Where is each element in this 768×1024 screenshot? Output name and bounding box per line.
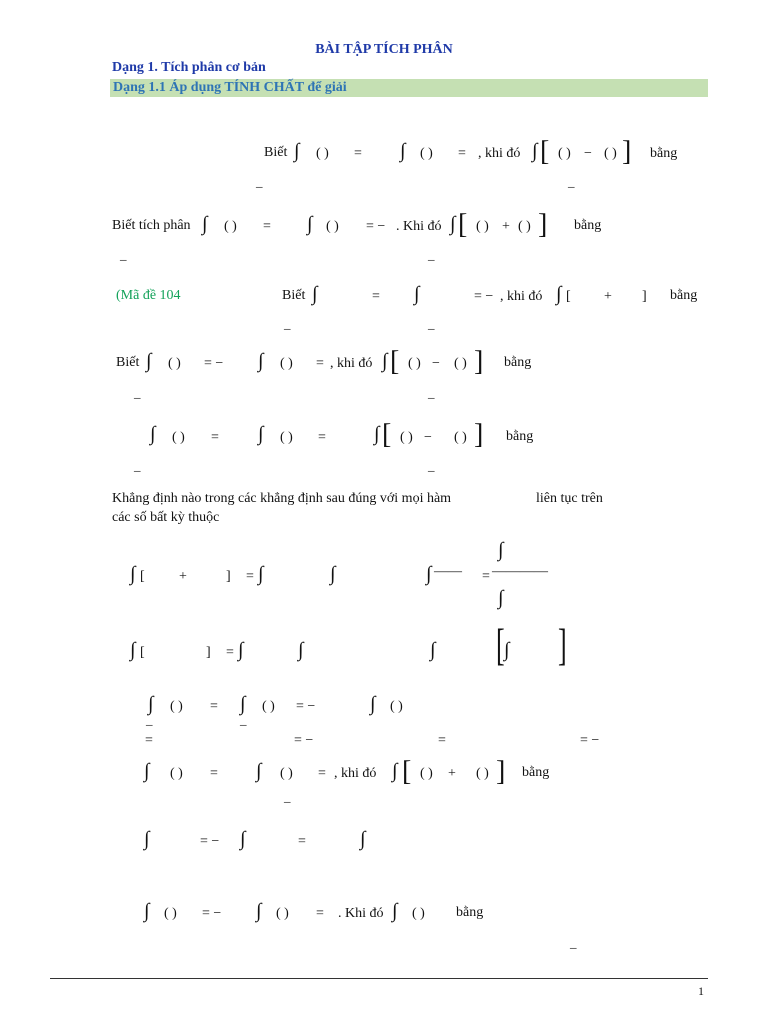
p2-biet-tich-phan: Biết tích phân bbox=[112, 218, 191, 233]
p2-khi-do: . Khi đó bbox=[396, 219, 442, 234]
p2-plus: + bbox=[502, 219, 510, 234]
limit-dash: _ bbox=[120, 247, 127, 262]
limit-dash: _ bbox=[256, 174, 263, 189]
p5-paren-1: ( ) bbox=[172, 430, 185, 445]
limit-dash: _ bbox=[428, 458, 435, 473]
p7-paren-1: ( ) bbox=[170, 699, 183, 714]
integral-symbol: ∫ bbox=[382, 350, 388, 372]
p1-paren-2: ( ) bbox=[420, 146, 433, 161]
optC-lb: [ bbox=[140, 645, 145, 660]
limit-dash: _ bbox=[134, 458, 141, 473]
integral-symbol: ∫ bbox=[238, 639, 244, 661]
integral-symbol: ∫ bbox=[294, 140, 300, 162]
document-title: BÀI TẬP TÍCH PHÂN bbox=[315, 42, 453, 57]
p8-khi-do: , khi đó bbox=[334, 766, 377, 781]
optA-eq: = bbox=[246, 569, 254, 584]
p5-paren-2: ( ) bbox=[280, 430, 293, 445]
integral-symbol: ∫ bbox=[370, 693, 376, 715]
integral-symbol: ∫ bbox=[307, 213, 313, 235]
p9-eq: = bbox=[298, 834, 306, 849]
p8-paren-3: ( ) bbox=[420, 766, 433, 781]
optB-frac-bar-long: ———— bbox=[492, 564, 548, 579]
right-bracket: ] bbox=[474, 346, 484, 377]
right-bracket: ] bbox=[496, 756, 506, 787]
optB-frac-bar-short: —— bbox=[434, 564, 462, 579]
p1-khi-do: , khi đó bbox=[478, 146, 521, 161]
p8-eq-1: = bbox=[210, 766, 218, 781]
left-bracket: [ bbox=[458, 209, 468, 240]
integral-symbol: ∫ bbox=[392, 900, 398, 922]
p3-biet: Biết bbox=[282, 288, 306, 303]
limit-dash: _ bbox=[428, 316, 435, 331]
limit-dash: _ bbox=[428, 247, 435, 262]
limit-dash: _ bbox=[284, 316, 291, 331]
integral-symbol: ∫ bbox=[256, 900, 262, 922]
p10-paren-3: ( ) bbox=[412, 906, 425, 921]
p4-eqminus: = − bbox=[204, 356, 224, 371]
optA-lb: [ bbox=[140, 569, 145, 584]
p3-plus: + bbox=[604, 289, 612, 304]
integral-symbol: ∫ bbox=[240, 828, 246, 850]
footer-divider bbox=[50, 978, 708, 979]
p10-paren-2: ( ) bbox=[276, 906, 289, 921]
p8-paren-1: ( ) bbox=[170, 766, 183, 781]
integral-symbol: ∫ bbox=[130, 639, 136, 661]
p3-eqminus: = − bbox=[474, 289, 494, 304]
limit-dash: _ bbox=[134, 385, 141, 400]
right-bracket: ] bbox=[474, 419, 484, 450]
p5-minus: − bbox=[424, 430, 432, 445]
p4-minus: − bbox=[432, 356, 440, 371]
integral-symbol: ∫ bbox=[504, 639, 510, 661]
optA-rb: ] bbox=[226, 569, 231, 584]
p6-khang-dinh-line1: Khẳng định nào trong các khẳng định sau đúng với mọi hàm bbox=[112, 491, 452, 506]
subsection-heading: Dạng 1.1 Áp dụng TÍNH CHẤT để giải bbox=[113, 80, 347, 95]
integral-symbol: ∫ bbox=[312, 283, 318, 305]
integral-symbol: ∫ bbox=[130, 563, 136, 585]
p2-paren-3: ( ) bbox=[476, 219, 489, 234]
p1-minus: − bbox=[584, 146, 592, 161]
p5-paren-4: ( ) bbox=[454, 430, 467, 445]
integral-symbol: ∫ bbox=[258, 563, 264, 585]
p10-eq: = bbox=[316, 906, 324, 921]
p7-choice-a: = bbox=[145, 733, 153, 748]
p10-khi-do: . Khi đó bbox=[338, 906, 384, 921]
p4-bang: bằng bbox=[504, 355, 532, 370]
page-number: 1 bbox=[698, 984, 704, 998]
integral-symbol: ∫ bbox=[498, 539, 504, 561]
p1-eq-1: = bbox=[354, 146, 362, 161]
p4-khi-do: , khi đó bbox=[330, 356, 373, 371]
p5-paren-3: ( ) bbox=[400, 430, 413, 445]
p5-eq-2: = bbox=[318, 430, 326, 445]
p3-eq: = bbox=[372, 289, 380, 304]
section-heading: Dạng 1. Tích phân cơ bản bbox=[112, 60, 266, 75]
integral-symbol: ∫ bbox=[400, 140, 406, 162]
integral-symbol: ∫ bbox=[256, 760, 262, 782]
p7-choice-c: = bbox=[438, 733, 446, 748]
big-right-bracket: ] bbox=[558, 620, 567, 670]
p8-paren-2: ( ) bbox=[280, 766, 293, 781]
p7-choice-b: = − bbox=[294, 733, 314, 748]
integral-symbol: ∫ bbox=[532, 140, 538, 162]
optB-eq: = bbox=[482, 569, 490, 584]
p10-bang: bằng bbox=[456, 905, 484, 920]
limit-dash: _ bbox=[428, 385, 435, 400]
left-bracket: [ bbox=[382, 419, 392, 450]
p2-paren-2: ( ) bbox=[326, 219, 339, 234]
p4-biet: Biết bbox=[116, 355, 140, 370]
limit-dash: _ bbox=[568, 174, 575, 189]
p7-choice-d: = − bbox=[580, 733, 600, 748]
integral-symbol: ∫ bbox=[258, 350, 264, 372]
p3-lb: [ bbox=[566, 289, 571, 304]
p1-paren-4: ( ) bbox=[604, 146, 617, 161]
p10-eqminus: = − bbox=[202, 906, 222, 921]
p4-paren-4: ( ) bbox=[454, 356, 467, 371]
p1-biet: Biết bbox=[264, 145, 288, 160]
p2-paren-1: ( ) bbox=[224, 219, 237, 234]
p2-eqminus: = − bbox=[366, 219, 386, 234]
optC-eq: = bbox=[226, 645, 234, 660]
integral-symbol: ∫ bbox=[144, 900, 150, 922]
p3-rb: ] bbox=[642, 289, 647, 304]
p2-bang: bằng bbox=[574, 218, 602, 233]
p8-bang: bằng bbox=[522, 765, 550, 780]
p8-plus: + bbox=[448, 766, 456, 781]
big-left-bracket: [ bbox=[496, 620, 505, 670]
left-bracket: [ bbox=[402, 756, 412, 787]
optC-rb: ] bbox=[206, 645, 211, 660]
p3-khi-do: , khi đó bbox=[500, 289, 543, 304]
p4-paren-1: ( ) bbox=[168, 356, 181, 371]
integral-symbol: ∫ bbox=[202, 213, 208, 235]
p6-lien-tuc: liên tục trên bbox=[536, 491, 603, 506]
p5-bang: bằng bbox=[506, 429, 534, 444]
integral-symbol: ∫ bbox=[430, 639, 436, 661]
integral-symbol: ∫ bbox=[144, 760, 150, 782]
integral-symbol: ∫ bbox=[450, 213, 456, 235]
integral-symbol: ∫ bbox=[426, 563, 432, 585]
p1-eq-2: = bbox=[458, 146, 466, 161]
left-bracket: [ bbox=[540, 136, 550, 167]
p8-paren-4: ( ) bbox=[476, 766, 489, 781]
integral-symbol: ∫ bbox=[240, 693, 246, 715]
integral-symbol: ∫ bbox=[298, 639, 304, 661]
p2-eq-1: = bbox=[263, 219, 271, 234]
limit-dash: _ bbox=[570, 935, 577, 950]
p7-eqminus: = − bbox=[296, 699, 316, 714]
integral-symbol: ∫ bbox=[360, 828, 366, 850]
integral-symbol: ∫ bbox=[414, 283, 420, 305]
optA-plus: + bbox=[179, 569, 187, 584]
p4-eq: = bbox=[316, 356, 324, 371]
integral-symbol: ∫ bbox=[144, 828, 150, 850]
integral-symbol: ∫ bbox=[146, 350, 152, 372]
integral-symbol: ∫ bbox=[258, 423, 264, 445]
p3-ma-de: (Mã đề 104 bbox=[116, 288, 181, 303]
limit-dash: _ bbox=[240, 712, 247, 727]
integral-symbol: ∫ bbox=[392, 760, 398, 782]
p10-paren-1: ( ) bbox=[164, 906, 177, 921]
p1-paren-1: ( ) bbox=[316, 146, 329, 161]
integral-symbol: ∫ bbox=[374, 423, 380, 445]
integral-symbol: ∫ bbox=[330, 563, 336, 585]
p8-eq-2: = bbox=[318, 766, 326, 781]
p4-paren-2: ( ) bbox=[280, 356, 293, 371]
p4-paren-3: ( ) bbox=[408, 356, 421, 371]
left-bracket: [ bbox=[390, 346, 400, 377]
integral-symbol: ∫ bbox=[498, 587, 504, 609]
p6-khang-dinh-line2: các số bất kỳ thuộc bbox=[112, 510, 220, 525]
p9-eqminus: = − bbox=[200, 834, 220, 849]
p3-bang: bằng bbox=[670, 288, 698, 303]
right-bracket: ] bbox=[622, 136, 632, 167]
p7-paren-3: ( ) bbox=[390, 699, 403, 714]
limit-dash: _ bbox=[284, 789, 291, 804]
limit-dash: _ bbox=[146, 712, 153, 727]
integral-symbol: ∫ bbox=[556, 283, 562, 305]
p7-eq: = bbox=[210, 699, 218, 714]
p7-paren-2: ( ) bbox=[262, 699, 275, 714]
p5-eq-1: = bbox=[211, 430, 219, 445]
right-bracket: ] bbox=[538, 209, 548, 240]
integral-symbol: ∫ bbox=[148, 693, 154, 715]
p2-paren-4: ( ) bbox=[518, 219, 531, 234]
integral-symbol: ∫ bbox=[150, 423, 156, 445]
p1-paren-3: ( ) bbox=[558, 146, 571, 161]
p1-bang: bằng bbox=[650, 146, 678, 161]
